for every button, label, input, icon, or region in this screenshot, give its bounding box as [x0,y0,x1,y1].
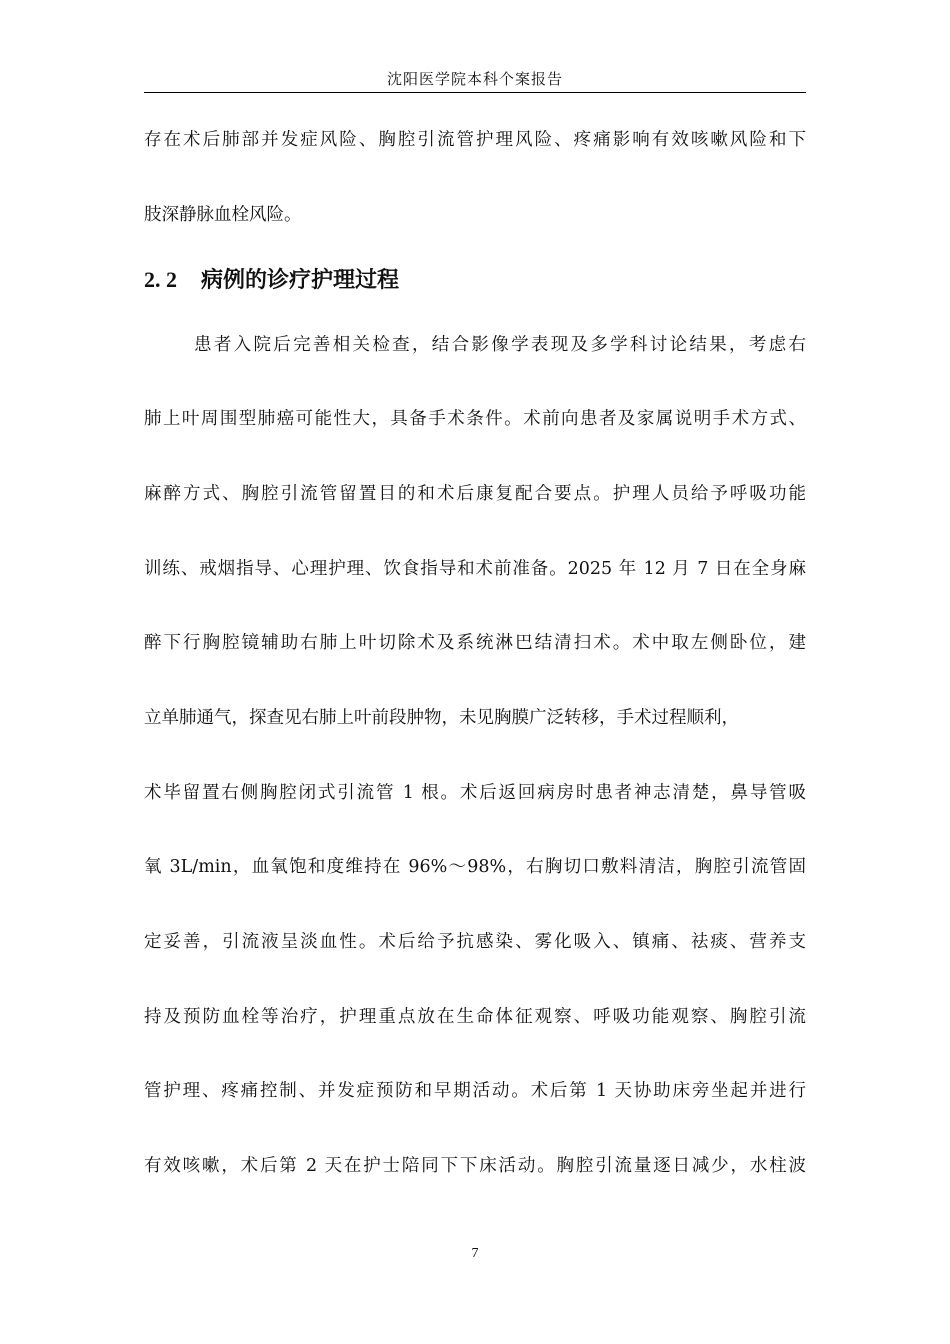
body-line-12: 有效咳嗽，术后第 2 天在护士陪同下下床活动。胸腔引流量逐日减少，水柱波 [144,1156,806,1176]
body-line-2: 肺上叶周围型肺癌可能性大，具备手术条件。术前向患者及家属说明手术方式、 [144,409,806,429]
intro-line-2: 肢深静脉血栓风险。 [144,205,302,225]
body-line-8: 氧 3L/min，血氧饱和度维持在 96%～98%，右胸切口敷料清洁，胸腔引流管固 [144,857,806,877]
body-line-9: 定妥善，引流液呈淡血性。术后给予抗感染、雾化吸入、镇痛、祛痰、营养支 [144,932,806,952]
body-line-10: 持及预防血栓等治疗，护理重点放在生命体征观察、呼吸功能观察、胸腔引流 [144,1007,806,1027]
body-line-3: 麻醉方式、胸腔引流管留置目的和术后康复配合要点。护理人员给予呼吸功能 [144,484,806,504]
body-line-4: 训练、戒烟指导、心理护理、饮食指导和术前准备。2025 年 12 月 7 日在全身麻 [144,559,806,579]
body-line-5: 醉下行胸腔镜辅助右肺上叶切除术及系统淋巴结清扫术。术中取左侧卧位，建 [144,633,806,653]
section-title: 病例的诊疗护理过程 [201,268,400,293]
intro-line-1: 存在术后肺部并发症风险、胸腔引流管护理风险、疼痛影响有效咳嗽风险和下 [144,130,806,150]
body-line-6: 立单肺通气，探查见右肺上叶前段肿物，未见胸膜广泛转移，手术过程顺利， [144,708,739,728]
page-header [144,68,806,93]
body-line-1: 患者入院后完善相关检查，结合影像学表现及多学科讨论结果，考虑右 [194,335,806,355]
body-line-7: 术毕留置右侧胸腔闭式引流管 1 根。术后返回病房时患者神志清楚，鼻导管吸 [144,783,806,803]
section-number: 2. 2 [144,267,177,292]
section-heading [144,264,806,297]
body-line-11: 管护理、疼痛控制、并发症预防和早期活动。术后第 1 天协助床旁坐起并进行 [144,1081,806,1101]
header-title: 沈阳医学院本科个案报告 [386,70,563,88]
page-number: 7 [471,1246,479,1261]
